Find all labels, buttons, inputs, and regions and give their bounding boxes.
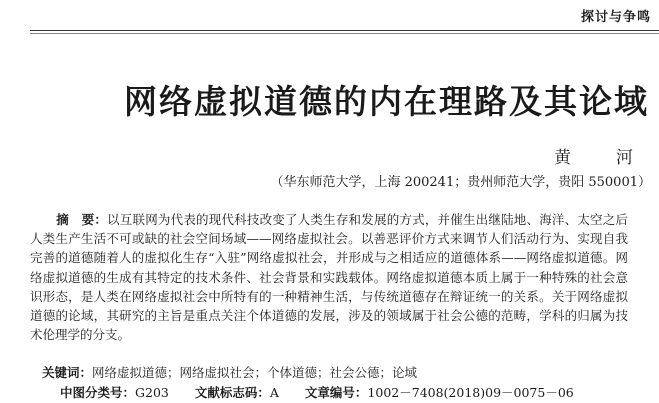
keywords (42, 363, 417, 381)
author-name: 黄 河 (554, 148, 647, 168)
doc-code-label: 文献标志码： (194, 385, 270, 400)
keywords-label: 关键词： (42, 365, 93, 380)
article-title: 网络虚拟道德的内在理路及其论域 (124, 82, 649, 121)
header-rule-thin (30, 33, 659, 34)
keywords-text: 网络虚拟道德；网络虚拟社会；个体道德；社会公德；论域 (92, 365, 418, 380)
abstract-text: 以互联网为代表的现代科技改变了人类生存和发展的方式，并催生出继陆地、海洋、太空之后人类生产生活不可或缺的社会空间场域——网络虚拟社会。以善恶评价方式来调节人们活动行为、实现自我完善的道德随着人的虚拟化生存“入驻”网络虚拟社会，并形成与之相适应的道德体系——网络虚拟道德。网络虚拟道德的生成有其特定的技术条件、社会背景和实践载体。网络虚拟道德本质上属于一种特殊的社会意识形态，是人类在网络虚拟社会中所特有的一种精神生活，与传统道德存在辩证统一的关系。关于网络虚拟道德的论域，其研究的主旨是重点关注个体道德的发展，涉及的领域属于社会公德的范畴，学科的归属为技术伦理学的分支。 (30, 212, 628, 343)
header-rule (30, 30, 659, 31)
clc-label: 中图分类号： (60, 385, 136, 400)
abstract-label: 摘 要： (56, 212, 108, 227)
abstract (30, 210, 628, 344)
article-id-label: 文章编号： (304, 385, 368, 400)
classification-line (60, 383, 574, 401)
article-id-value: 1002－7408(2018)09－0075－06 (367, 385, 574, 400)
author-affiliation: （华东师范大学，上海 200241；贵州师范大学，贵阳 550001） (270, 175, 651, 190)
doc-code-value: A (269, 385, 279, 400)
clc-value: G203 (135, 385, 169, 400)
journal-column-label: 探讨与争鸣 (580, 10, 651, 25)
